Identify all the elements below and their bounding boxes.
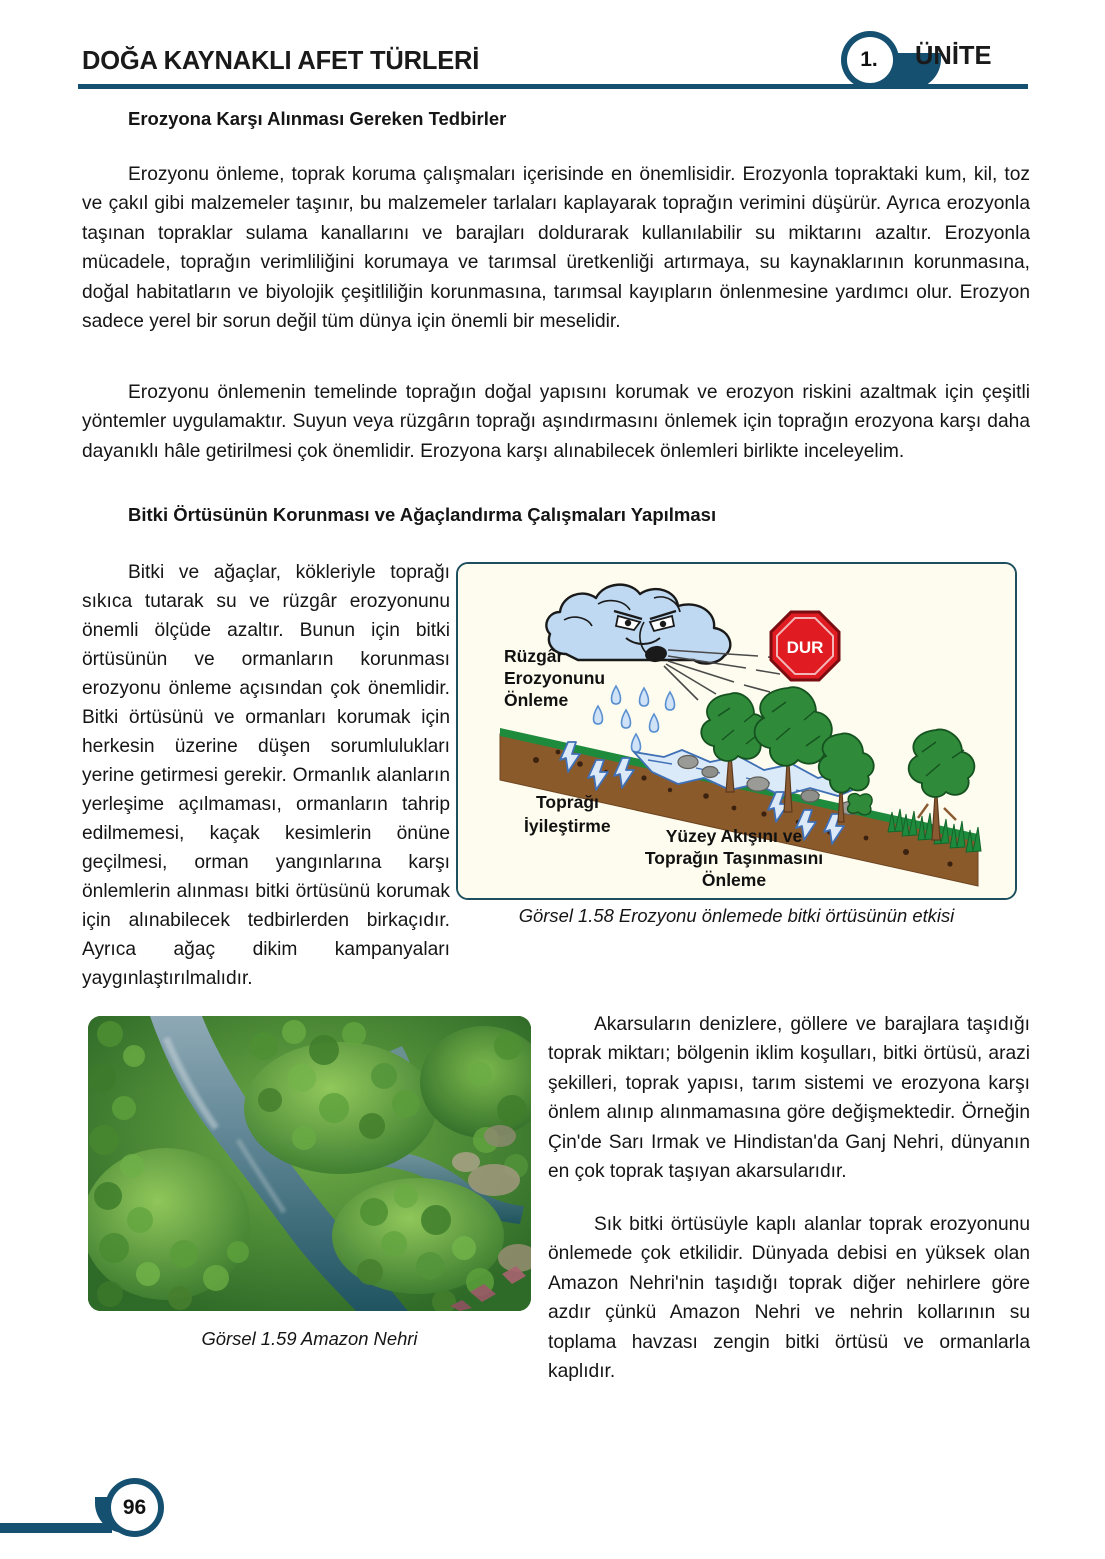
amazon-river-photo-svg [88,1016,531,1311]
label-wind-line3: Önleme [504,690,569,710]
label-runoff-line1: Yüzey Akışını ve [665,826,803,846]
unit-badge [841,31,1031,89]
stop-sign-text: DUR [786,638,824,657]
erosion-diagram-svg [458,564,1015,898]
page-footer [0,1478,1105,1559]
paragraph-erozyonu-onleme: Erozyonu önleme, toprak koruma çalışmaları içerisinde en önemlisidir. Erozyonla topraktaki kum, kil, toz ve çakıl gibi malzemeler taşınır, bu malzemeler tarlaları kaplayarak toprağın verimini düşürür. Ayrıca erozyonla taşınan topraklar sulama kanallarını ve barajları doldurarak kullanılabilir su miktarını azaltır. Erozyonla mücadele, toprağın verimliliğini korumaya ve tarımsal üretkenliği artırmaya, su kaynaklarının korunmasına, doğal habitatların ve biyolojik çeşitliliğin korunmasına, tarımsal kayıpların önlenmesine yardımcı olur. Erozyon sadece yerel bir sorun değil tüm dünya için önemli bir meselidir. [82,164,1030,333]
footer-rule [0,1523,112,1533]
figure-amazon-river-photo [88,1016,531,1311]
paragraph-sik-bitki-ortusu: Sık bitki örtüsüyle kaplı alanlar toprak erozyonunu önlemede çok etkilidir. Dünyada debisi en yüksek olan Amazon Nehri'nin taşıdığı toprak diğer nehirlere göre azdır çünkü Amazon Nehri ve nehrin kollarının su toplama havzası zengin bitki örtüsü ve ormanlarla kaplıdır. [548,1214,1030,1383]
paragraph-onlemenin-temelinde: Erozyonu önlemenin temelinde toprağın doğal yapısını korumak ve erozyon riskini azaltmak için çeşitli yöntemler uygulamaktır. Suyun veya rüzgârın toprağı aşındırmasını önlemek için toprağın erozyona karşı daha dayanıklı hâle getirilmesi çok önemlidir. Erozyona karşı alınabilecek önlemleri birlikte inceleyelim. [82,382,1030,462]
label-wind-line2: Erozyonunu [504,668,606,688]
page-header [0,0,1105,100]
section-heading-tedbirler: Erozyona Karşı Alınması Gereken Tedbirler [128,108,507,129]
unit-number: 1. [847,37,893,83]
paragraph-bitki-ve-agaclar: Bitki ve ağaçlar, kökleriyle toprağı sıkıca tutarak su ve rüzgâr erozyonunu önemli ölçüde azaltır. Bunun için bitki örtüsünün ve ormanların korunması erozyonu önleme açısından çok önemlidir. Bitki örtüsünü ve ormanları korumak için herkesin üzerine düşen sorumlulukları yerine getirmesi gerekir. Ormanlık alanların yerleşime açılmaması, ormanların tahrip edilmemesi, kaçak kesimlerin önüne geçilmesi, orman yangınlarına karşı önlemlerin alınması bitki örtüsünü korumak için alınabilecek tedbirlerden birkaçıdır. Ayrıca ağaç dikim kampanyaları yaygınlaştırılmalıdır. [82,562,450,989]
label-soil-line1: Toprağı [536,792,599,812]
figure-159-caption: Görsel 1.59 Amazon Nehri [201,1328,418,1349]
label-soil-line2: İyileştirme [524,816,611,836]
page-title: DOĞA KAYNAKLI AFET TÜRLERİ [82,47,480,75]
unit-label: ÜNİTE [915,42,992,70]
stop-sign [771,612,839,680]
label-runoff-line2: Toprağın Taşınmasını [644,848,824,868]
paragraph-akarsularin: Akarsuların denizlere, göllere ve barajlara taşıdığı toprak miktarı; bölgenin iklim koşulları, bitki örtüsü, arazi şekilleri, toprak yapısı, tarım sistemi ve erozyona karşı önlem alınıp alınmamasına göre değişmektedir. Örneğin Çin'de Sarı Irmak ve Hindistan'da Ganj Nehri, dünyanın en çok toprak taşıyan akarsularıdır. [548,1014,1030,1183]
label-wind-line1: Rüzgâr [504,646,564,666]
figure-erosion-diagram [456,562,1017,900]
label-runoff-line3: Önleme [701,870,767,890]
section-heading-bitki-ortusu: Bitki Örtüsünün Korunması ve Ağaçlandırma Çalışmaları Yapılması [128,504,717,525]
page-number: 96 [111,1484,158,1531]
figure-158-caption: Görsel 1.58 Erozyonu önlemede bitki örtüsünün etkisi [518,905,955,926]
